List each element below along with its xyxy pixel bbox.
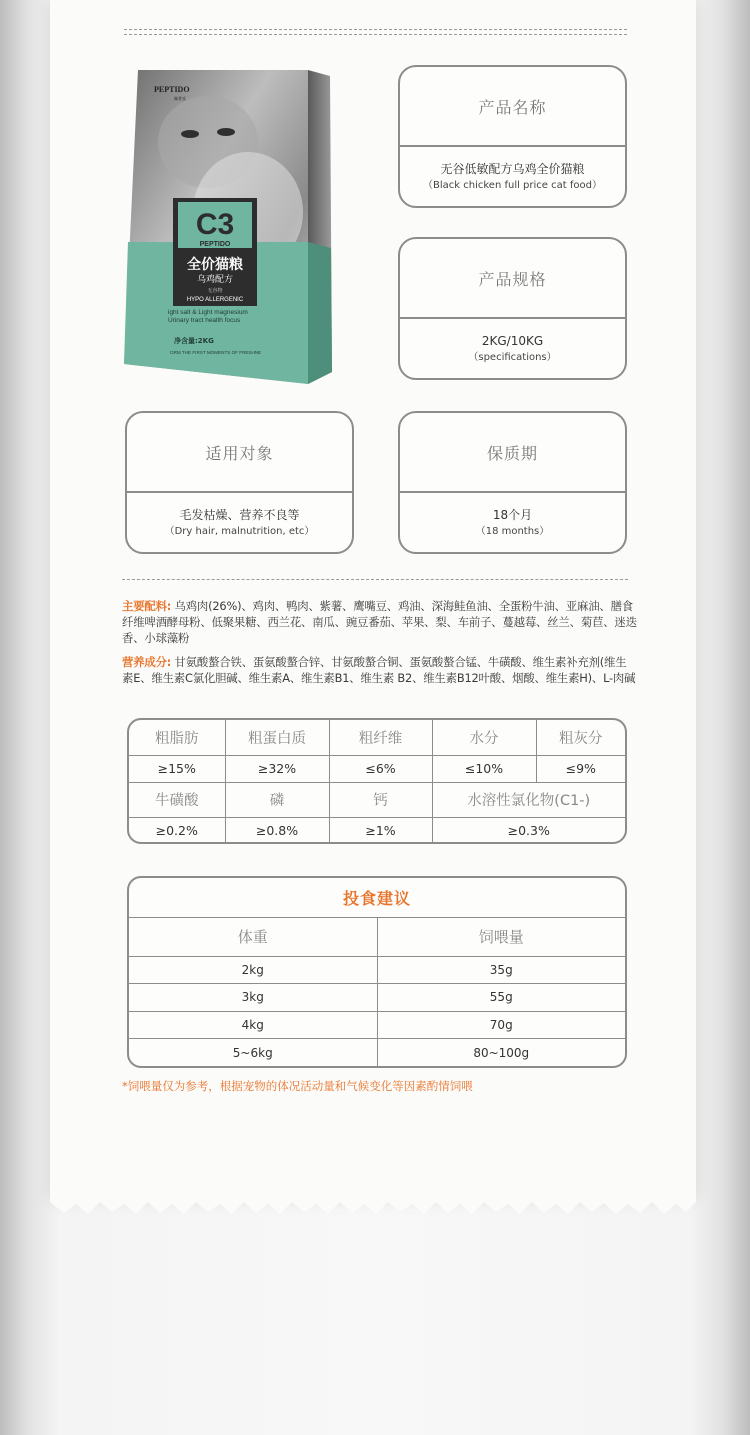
bag-slogan: ORM THE FIRST MOMENTS OF FRESHNE (170, 350, 262, 355)
nutrition-components-text: 甘氨酸螯合铁、蛋氨酸螯合锌、甘氨酸螯合铜、蛋氨酸螯合锰、牛磺酸、维生素补充剂(维生素E、维生素C氯化胆碱、维生素A、维生素B1、维生素 B2、维生素B12叶酸、烟酸、维生素H)、L-肉碱 (122, 655, 636, 685)
card-sub: （Dry hair, malnutrition, etc） (164, 526, 315, 537)
table-cell: ≥0.8% (225, 817, 329, 844)
nutrition-components-label: 营养成分: (122, 655, 172, 669)
middle-divider (122, 579, 628, 580)
bag-flavor: 乌鸡配方 (196, 275, 234, 285)
table-cell: 5~6kg (129, 1039, 377, 1067)
table-header-cell: 体重 (129, 918, 377, 956)
card-title: 产品名称 (400, 67, 625, 147)
bag-name: 全价猫粮 (187, 257, 243, 273)
bag-series: C3 (195, 208, 235, 241)
card-value: 无谷低敏配方乌鸡全价猫粮 (440, 162, 585, 176)
table-cell: 2kg (129, 956, 377, 984)
nutrition-table (127, 718, 627, 844)
table-row (129, 1039, 625, 1067)
table-cell: ≤10% (432, 755, 536, 782)
bag-net: 净含量:2KG (174, 337, 214, 345)
table-row (129, 817, 625, 844)
table-cell: 4kg (129, 1011, 377, 1039)
table-cell: 55g (377, 984, 625, 1012)
card-shelf-life (398, 411, 627, 554)
bag-line2: Urinary tract health focus (168, 317, 241, 324)
nutrition-components (122, 654, 637, 686)
table-cell: ≥0.3% (507, 823, 550, 839)
table-row (129, 755, 625, 782)
main-ingredients-text: 乌鸡肉(26%)、鸡肉、鸭肉、紫薯、鹰嘴豆、鸡油、深海鲑鱼油、全蛋粉牛油、亚麻油、膳食纤维啤酒酵母粉、低聚果糖、西兰花、南瓜、豌豆番茄、苹果、梨、车前子、蔓越莓、丝兰、菊苣、迷迭香、小球藻粉 (122, 599, 637, 645)
table-cell: ≥0.2% (129, 817, 225, 844)
card-sub: （specifications） (468, 352, 557, 363)
card-sub: （18 months） (475, 526, 550, 537)
top-divider (124, 29, 627, 35)
feeding-title: 投食建议 (129, 878, 625, 918)
table-header-cell: 钙 (329, 782, 432, 817)
card-product-name (398, 65, 627, 208)
feeding-note: *饲喂量仅为参考，根据宠物的体况活动量和气候变化等因素酌情饲喂 (122, 1079, 473, 1093)
card-value: 2KG/10KG (481, 334, 544, 348)
table-cell: ≥15% (129, 755, 225, 782)
main-ingredients-label: 主要配料: (122, 599, 172, 613)
table-row (129, 1011, 625, 1039)
table-header-cell: 粗纤维 (329, 720, 432, 755)
card-sub: （Black chicken full price cat food） (423, 180, 602, 191)
table-cell: ≥1% (329, 817, 432, 844)
bag-line1: ight salt & Light magnesium (168, 309, 248, 316)
table-cell: ≥32% (225, 755, 329, 782)
main-ingredients (122, 598, 637, 646)
table-header-cell: 磷 (225, 782, 329, 817)
table-row (129, 956, 625, 984)
table-cell: 70g (377, 1011, 625, 1039)
card-title: 产品规格 (400, 239, 625, 319)
table-cell: 3kg (129, 984, 377, 1012)
bag-brand-cn: 佩普妥 (174, 96, 186, 101)
table-row (129, 720, 625, 755)
table-cell: ≤6% (329, 755, 432, 782)
card-value: 18个月 (492, 508, 533, 522)
bag-grain-free: 无谷物 (207, 288, 223, 294)
table-cell: 35g (377, 956, 625, 984)
table-header-cell: 粗灰分 (536, 720, 625, 755)
table-header-cell: 饲喂量 (377, 918, 625, 956)
feeding-table (127, 876, 627, 1068)
table-header-cell: 粗脂肪 (129, 720, 225, 755)
card-title: 适用对象 (127, 413, 352, 493)
torn-paper-edge (50, 1196, 696, 1216)
table-header-cell: 水溶性氯化物(C1-) (432, 782, 625, 817)
bag-brand: PEPTIDO (154, 85, 190, 94)
card-title: 保质期 (400, 413, 625, 493)
card-value: 毛发枯燥、营养不良等 (179, 508, 300, 522)
table-row (129, 782, 625, 817)
table-header-cell: 水分 (432, 720, 536, 755)
bag-series-sub: PEPTIDO (199, 241, 231, 248)
card-target (125, 411, 354, 554)
product-bag-image (118, 62, 348, 397)
table-cell: ≤9% (536, 755, 625, 782)
table-header-cell: 粗蛋白质 (225, 720, 329, 755)
table-row (129, 918, 625, 956)
table-cell: 80~100g (473, 1045, 530, 1060)
table-row (129, 984, 625, 1012)
bag-hypo: HYPO ALLERGENIC (186, 297, 244, 303)
table-header-cell: 牛磺酸 (129, 782, 225, 817)
card-product-spec (398, 237, 627, 380)
